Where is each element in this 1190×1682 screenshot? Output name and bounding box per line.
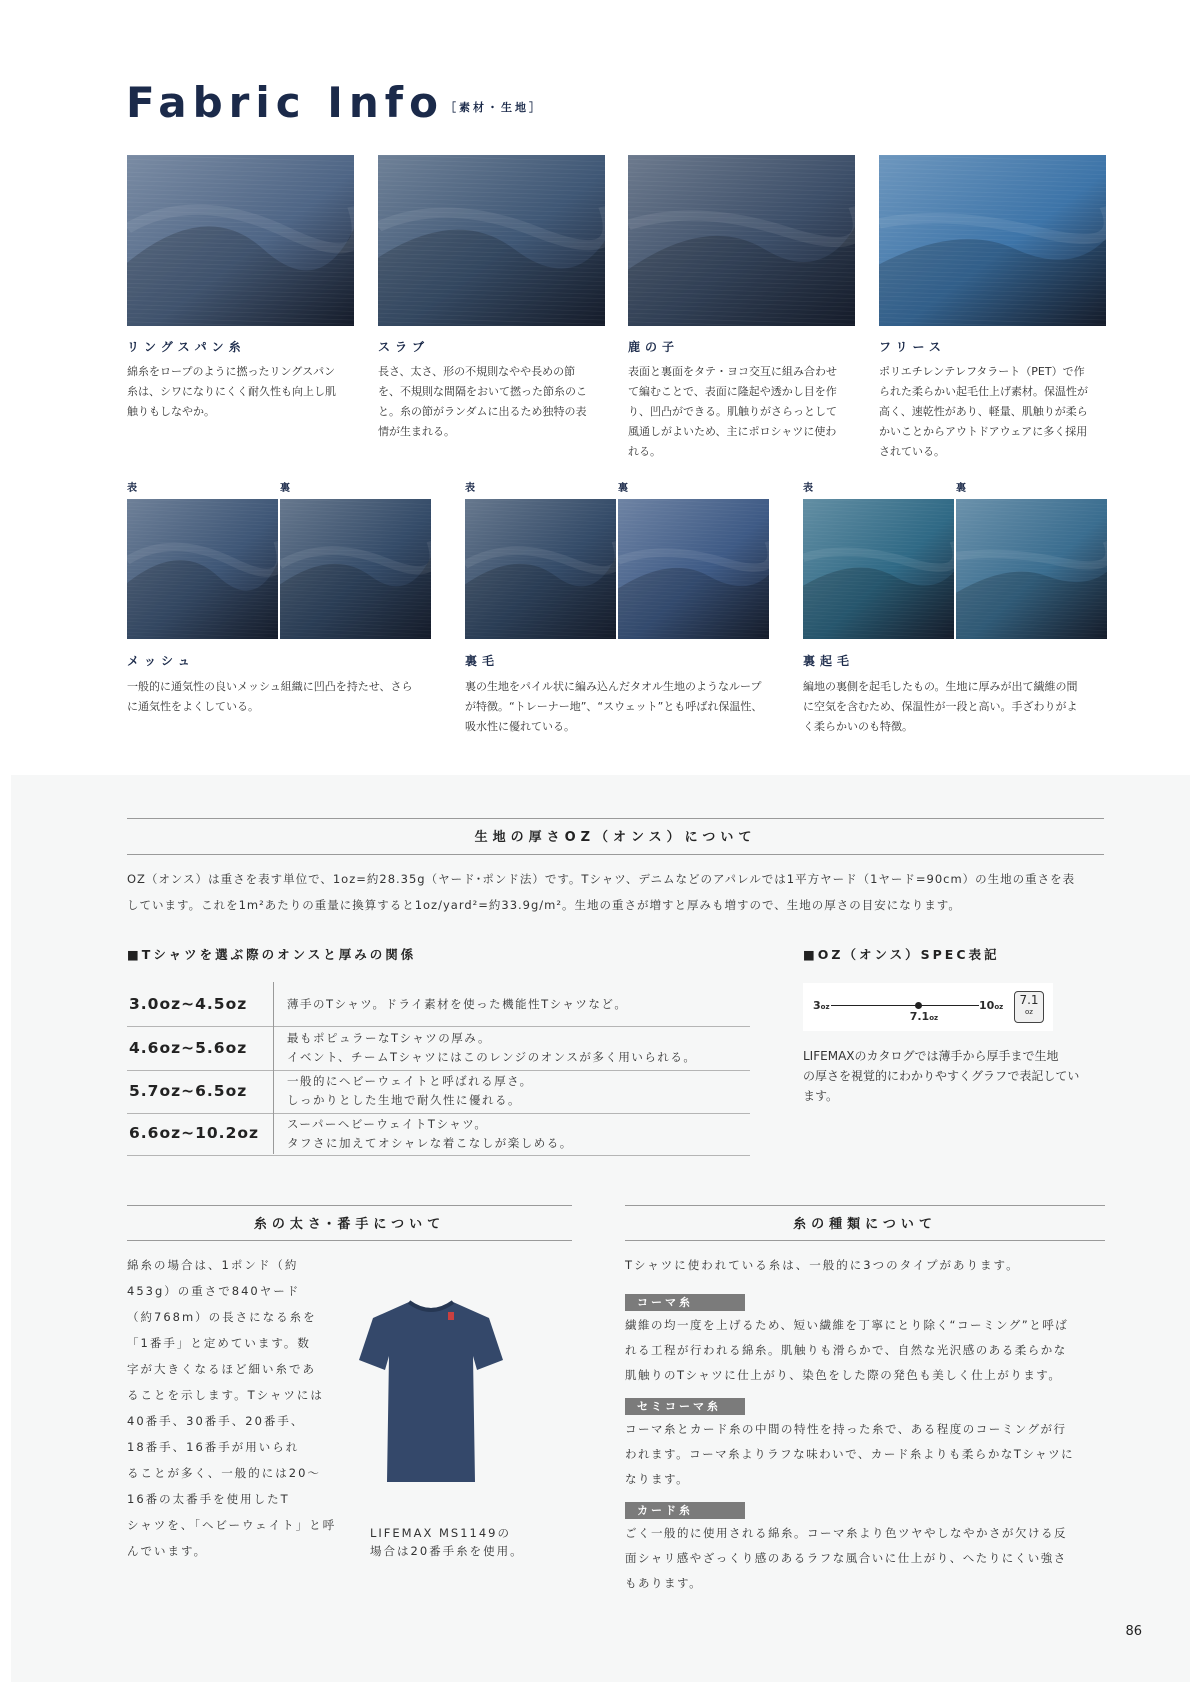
spec-value-badge: 7.1 oz (1014, 991, 1044, 1023)
text-line: イベント、チームTシャツにはこのレンジのオンスが多く用いられる。 (287, 1050, 697, 1064)
spec-min-value: 3oz (813, 999, 830, 1012)
oz-range: 5.7oz~6.5oz (129, 1081, 248, 1100)
divider (127, 1205, 572, 1206)
text-line: を、不規則な間隔をおいて撚った節糸のこ (378, 385, 587, 398)
text-line: シャツを、「ヘビーウェイト」と呼 (127, 1518, 337, 1532)
text-line: LIFEMAX MS1149の (370, 1526, 511, 1540)
fabric-name: メッシュ (127, 654, 195, 668)
fabric-photo-3 (628, 155, 855, 326)
spec-max-value: 10oz (979, 999, 1004, 1012)
text-line: ることを示します。Tシャツには (127, 1388, 324, 1402)
text-line: しっかりとした生地で耐久性に優れる。 (287, 1093, 521, 1107)
text-line: 16番の太番手を使用したT (127, 1492, 290, 1506)
text-line: われます。コーマ糸よりラフな味わいで、カード糸よりも柔らかなTシャツに (625, 1447, 1075, 1461)
yarn-type-description (625, 1313, 1115, 1388)
text-line: く柔らかいのも特徴。 (803, 720, 913, 733)
fabric-description (879, 362, 1114, 462)
fabric-name: 裏起毛 (803, 654, 855, 668)
yarn-type-tag: カード糸 (625, 1502, 745, 1519)
fabric-name: スラブ (378, 340, 430, 354)
fabric-description (465, 677, 775, 737)
back-label: 裏 (280, 483, 290, 494)
text-line: 長さ、太さ、形の不規則なやや長めの節 (378, 365, 576, 378)
text-line: コーマ糸とカード糸の中間の特性を持った糸で、ある程度のコーミングが行 (625, 1422, 1067, 1436)
text-line: に空気を含むため、保温性が一段と高い。手ざわりがよ (803, 700, 1078, 713)
text-line: と。糸の節がランダムに出るため独特の表 (378, 405, 587, 418)
oz-range: 6.6oz~10.2oz (129, 1124, 260, 1142)
divider (127, 1240, 572, 1241)
text-line: 一般的に通気性の良いメッシュ組織に凹凸を持たせ、さら (127, 680, 413, 693)
oz-table-heading: ■Tシャツを選ぶ際のオンスと厚みの関係 (127, 947, 417, 962)
divider (127, 854, 1104, 855)
text-line: 高く、速乾性があり、軽量、肌触りが柔ら (879, 405, 1088, 418)
fabric-photo-front (465, 499, 616, 639)
fabric-photo-2 (378, 155, 605, 326)
front-label: 表 (803, 483, 813, 494)
yarn-type-description (625, 1417, 1115, 1492)
text-line: ごく一般的に使用される綿糸。コーマ糸より色ツヤやしなやかさが欠ける反 (625, 1526, 1067, 1540)
table-row (127, 1027, 750, 1071)
yarn-count-description (127, 1252, 342, 1564)
fabric-photo-1 (127, 155, 354, 326)
back-label: 裏 (618, 483, 628, 494)
text-line: 情が生まれる。 (378, 425, 455, 438)
text-line: 40番手、30番手、20番手、 (127, 1414, 305, 1428)
oz-spec-heading: ■OZ（オンス）SPEC表記 (803, 947, 1000, 962)
oz-row-description (287, 1072, 533, 1110)
fabric-photo-back (618, 499, 769, 639)
text-line: 繊維の均一度を上げるため、短い繊維を丁寧にとり除く“コーミング”と呼ば (625, 1318, 1069, 1332)
text-line: もあります。 (625, 1576, 703, 1590)
text-line: 風通しがよいため、主にポロシャツに使わ (628, 425, 837, 438)
text-line: 触りもしなやか。 (127, 405, 215, 418)
text-line: 453g）の重さで840ヤード (127, 1284, 301, 1298)
text-line: 18番手、16番手が用いられ (127, 1440, 300, 1454)
page-title: Fabric Info (126, 78, 444, 127)
text-line: 綿糸の場合は、1ポンド（約 (127, 1258, 299, 1272)
spec-scale-line (831, 1005, 979, 1006)
text-line: されている。 (879, 445, 945, 458)
tshirt-image (357, 1296, 505, 1486)
yarn-type-intro: Tシャツに使われている糸は、一般的に3つのタイプがあります。 (625, 1258, 1020, 1272)
text-line: （約768m）の長さになる糸を (127, 1310, 317, 1324)
fabric-name: 鹿の子 (628, 340, 680, 354)
oz-spec-description (803, 1046, 1079, 1106)
page-subtitle: ［素材・生地］ (445, 101, 543, 114)
text-line: 「1番手」と定めています。数 (127, 1336, 311, 1350)
table-row (127, 1070, 750, 1114)
spec-value-label: 7.1oz (909, 1010, 939, 1023)
text-line: ポリエチレンテレフタラート（PET）で作 (879, 365, 1085, 378)
text-line: が特徴。“トレーナー地”、“スウェット”とも呼ばれ保温性、 (465, 700, 763, 713)
fabric-photo-back (956, 499, 1107, 639)
text-line: 場合は20番手糸を使用。 (370, 1544, 524, 1558)
text-line: スーパーヘビーウェイトTシャツ。 (287, 1117, 488, 1131)
spec-value-marker (915, 1002, 922, 1009)
text-line: タフさに加えてオシャレな着こなしが楽しめる。 (287, 1136, 573, 1150)
text-line: 糸は、シワになりにくく耐久性も向上し肌 (127, 385, 336, 398)
fabric-name: 裏毛 (465, 654, 500, 668)
tshirt-caption (370, 1524, 524, 1560)
oz-description (127, 866, 1107, 918)
text-line: 肌触りのTシャツに仕上がり、染色をした際の発色も美しく仕上がります。 (625, 1368, 1062, 1382)
front-label: 表 (127, 483, 137, 494)
text-line: 編地の裏側を起毛したもの。生地に厚みが出て繊維の間 (803, 680, 1078, 693)
front-label: 表 (465, 483, 475, 494)
oz-row-description (287, 1029, 696, 1067)
text-line: り、凹凸ができる。肌触りがさらっとして (628, 405, 837, 418)
text-line: 表面と裏面をタテ・ヨコ交互に組み合わせ (628, 365, 837, 378)
yarn-type-description (625, 1521, 1115, 1596)
text-line: 裏の生地をパイル状に編み込んだタオル生地のようなループ (465, 680, 762, 693)
text-line: れる。 (628, 445, 661, 458)
page-number: 86 (1125, 1624, 1142, 1639)
text-line: て編むことで、表面に隆起や透かし目を作 (628, 385, 837, 398)
oz-row-description (287, 1115, 573, 1153)
fabric-description (378, 362, 613, 442)
text-line: の厚さを視覚的にわかりやすくグラフで表記してい (803, 1069, 1080, 1083)
fabric-description (803, 677, 1113, 737)
table-column-divider (273, 982, 274, 1154)
yarn-type-tag: セミコーマ糸 (625, 1398, 745, 1415)
text-line: れる工程が行われる綿糸。肌触りも滑らかで、自然な光沢感のある柔らかな (625, 1343, 1067, 1357)
text-line: ることが多く、一般的には20～ (127, 1466, 321, 1480)
text-line: 薄手のTシャツ。ドライ素材を使った機能性Tシャツなど。 (287, 997, 628, 1011)
yarn-type-tag: コーマ糸 (625, 1294, 745, 1311)
text-line: OZ（オンス）は重さを表す単位で、1oz=約28.35g（ヤード･ポンド法）です。Tシャツ、デニムなどのアパレルでは1平方ヤード（1ヤード=90cm）の生地の重さを表 (127, 872, 1076, 886)
text-line: 面シャリ感やざっくり感のあるラフな風合いに仕上がり、へたりにくい強さ (625, 1551, 1067, 1565)
text-line: なります。 (625, 1472, 690, 1486)
text-line: 一般的にヘビーウェイトと呼ばれる厚さ。 (287, 1074, 533, 1088)
table-row (127, 1113, 750, 1156)
oz-row-description (287, 995, 627, 1014)
text-line: かいことからアウトドアウェアに多く採用 (879, 425, 1088, 438)
oz-range: 4.6oz~5.6oz (129, 1038, 248, 1057)
divider (625, 1205, 1105, 1206)
yarn-count-heading: 糸の太さ･番手について (253, 1217, 446, 1232)
oz-heading: 生地の厚さOZ（オンス）について (474, 830, 757, 845)
text-line: に通気性をよくしている。 (127, 700, 259, 713)
fabric-name: リングスパン糸 (127, 340, 246, 354)
fabric-photo-front (127, 499, 278, 639)
table-row (127, 983, 750, 1027)
divider (625, 1240, 1105, 1241)
fabric-description (628, 362, 863, 462)
oz-spec-graph (803, 983, 1053, 1031)
text-line: られた柔らかい起毛仕上げ素材。保温性が (879, 385, 1088, 398)
oz-range: 3.0oz~4.5oz (129, 994, 248, 1013)
fabric-description (127, 362, 362, 422)
fabric-name: フリース (879, 340, 946, 354)
yarn-type-heading: 糸の種類について (793, 1217, 937, 1232)
fabric-photo-back (280, 499, 431, 639)
text-line: 綿糸をロープのように撚ったリングスパン (127, 365, 336, 378)
text-line: 吸水性に優れている。 (465, 720, 575, 733)
fabric-photo-front (803, 499, 954, 639)
text-line: しています。これを1m²あたりの重量に換算すると1oz/yard²=約33.9g/m²。生地の重さが増すと厚みも増すので、生地の厚さの目安になります。 (127, 898, 961, 912)
text-line: LIFEMAXのカタログでは薄手から厚手まで生地 (803, 1049, 1059, 1063)
text-line: んでいます。 (127, 1544, 208, 1558)
divider (127, 818, 1104, 819)
text-line: 最もポピュラーなTシャツの厚み。 (287, 1031, 491, 1045)
fabric-description (127, 677, 437, 717)
back-label: 裏 (956, 483, 966, 494)
fabric-photo-4 (879, 155, 1106, 326)
text-line: 字が大きくなるほど細い糸であ (127, 1362, 316, 1376)
text-line: ます。 (803, 1089, 839, 1103)
